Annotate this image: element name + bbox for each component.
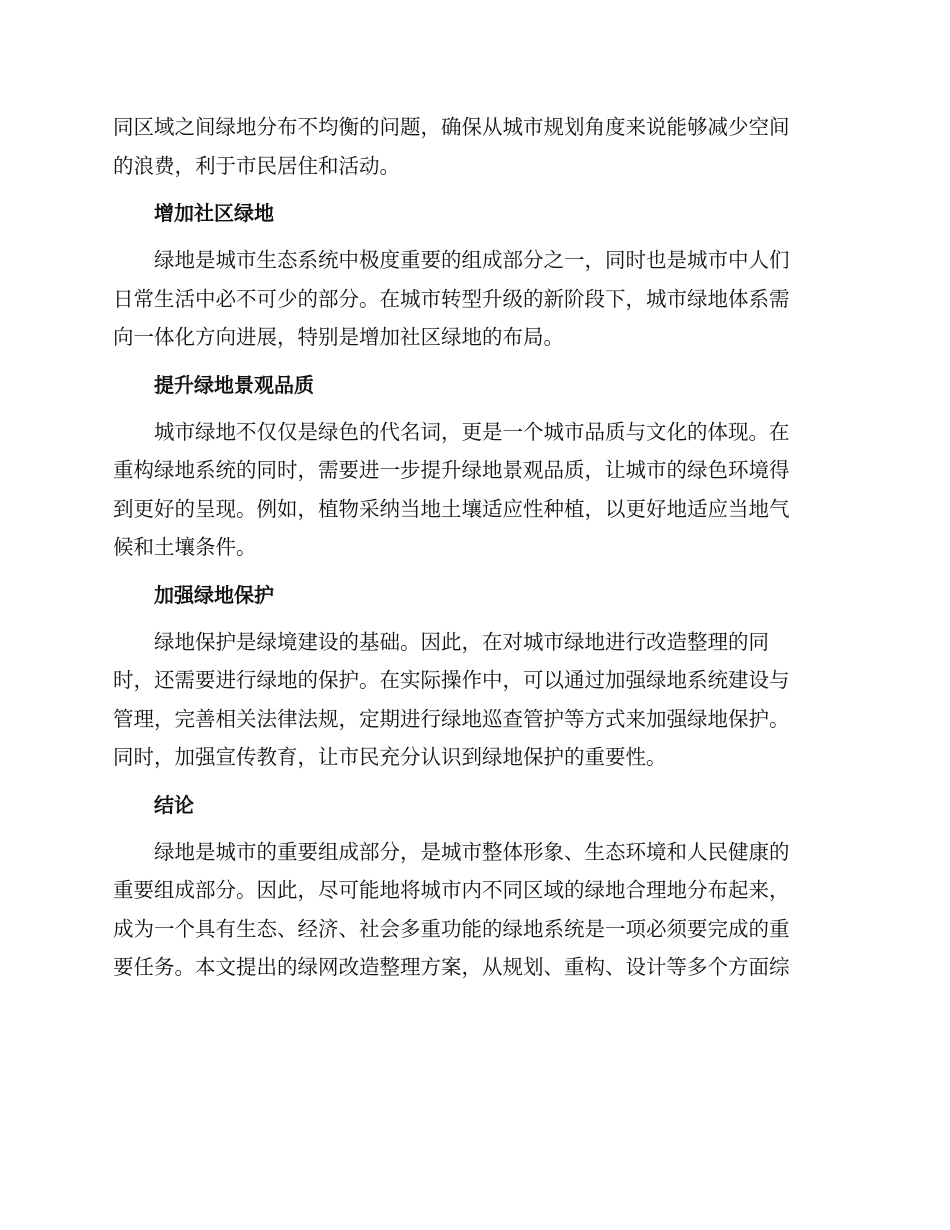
- paragraph-line: 绿地保护是绿境建设的基础。因此，在对城市绿地进行改造整理的同: [154, 629, 769, 654]
- section-heading-community-green: 增加社区绿地: [154, 201, 274, 225]
- paragraph-line: 同时，加强宣传教育，让市民充分认识到绿地保护的重要性。: [113, 745, 667, 769]
- paragraph-line: 管理，完善相关法律法规，定期进行绿地巡查管护等方式来加强绿地保护。: [113, 706, 790, 731]
- paragraph-green-protection: [113, 623, 833, 777]
- paragraph-line: 要任务。本文提出的绿网改造整理方案，从规划、重构、设计等多个方面综: [113, 955, 790, 979]
- paragraph-line: 成为一个具有生态、经济、社会多重功能的绿地系统是一项必须要完成的重: [113, 916, 790, 941]
- paragraph-line: 候和土壤条件。: [113, 535, 257, 559]
- section-heading-landscape-quality: 提升绿地景观品质: [154, 372, 314, 397]
- paragraph-line: 到更好的呈现。例如，植物采纳当地土壤适应性种植，以更好地适应当地气: [113, 496, 790, 521]
- paragraph-community-green: [113, 241, 833, 357]
- paragraph-line: 绿地是城市的重要组成部分，是城市整体形象、生态环境和人民健康的: [154, 839, 790, 864]
- paragraph-line: 重要组成部分。因此，尽可能地将城市内不同区域的绿地合理地分布起来，: [113, 878, 790, 902]
- paragraph-line: 绿地是城市生态系统中极度重要的组成部分之一，同时也是城市中人们: [154, 248, 790, 272]
- paragraph-line: 重构绿地系统的同时，需要进一步提升绿地景观品质，让城市的绿色环境得: [113, 458, 790, 482]
- paragraph-line: 的浪费，利于市民居住和活动。: [113, 153, 400, 178]
- paragraph-line: 向一体化方向进展，特别是增加社区绿地的布局。: [113, 325, 564, 349]
- paragraph-conclusion: [113, 833, 833, 987]
- paragraph-landscape-quality: [113, 413, 833, 567]
- paragraph-continued: [113, 108, 833, 185]
- section-heading-conclusion: 结论: [154, 792, 194, 817]
- paragraph-line: 同区域之间绿地分布不均衡的问题，确保从城市规划角度来说能够减少空间: [113, 115, 790, 139]
- paragraph-line: 时，还需要进行绿地的保护。在实际操作中，可以通过加强绿地系统建设与: [113, 668, 790, 692]
- document-page: [113, 108, 833, 987]
- section-heading-green-protection: 加强绿地保护: [154, 582, 274, 607]
- paragraph-line: 城市绿地不仅仅是绿色的代名词，更是一个城市品质与文化的体现。在: [154, 419, 790, 444]
- paragraph-line: 日常生活中必不可少的部分。在城市转型升级的新阶段下，城市绿地体系需: [113, 286, 790, 311]
